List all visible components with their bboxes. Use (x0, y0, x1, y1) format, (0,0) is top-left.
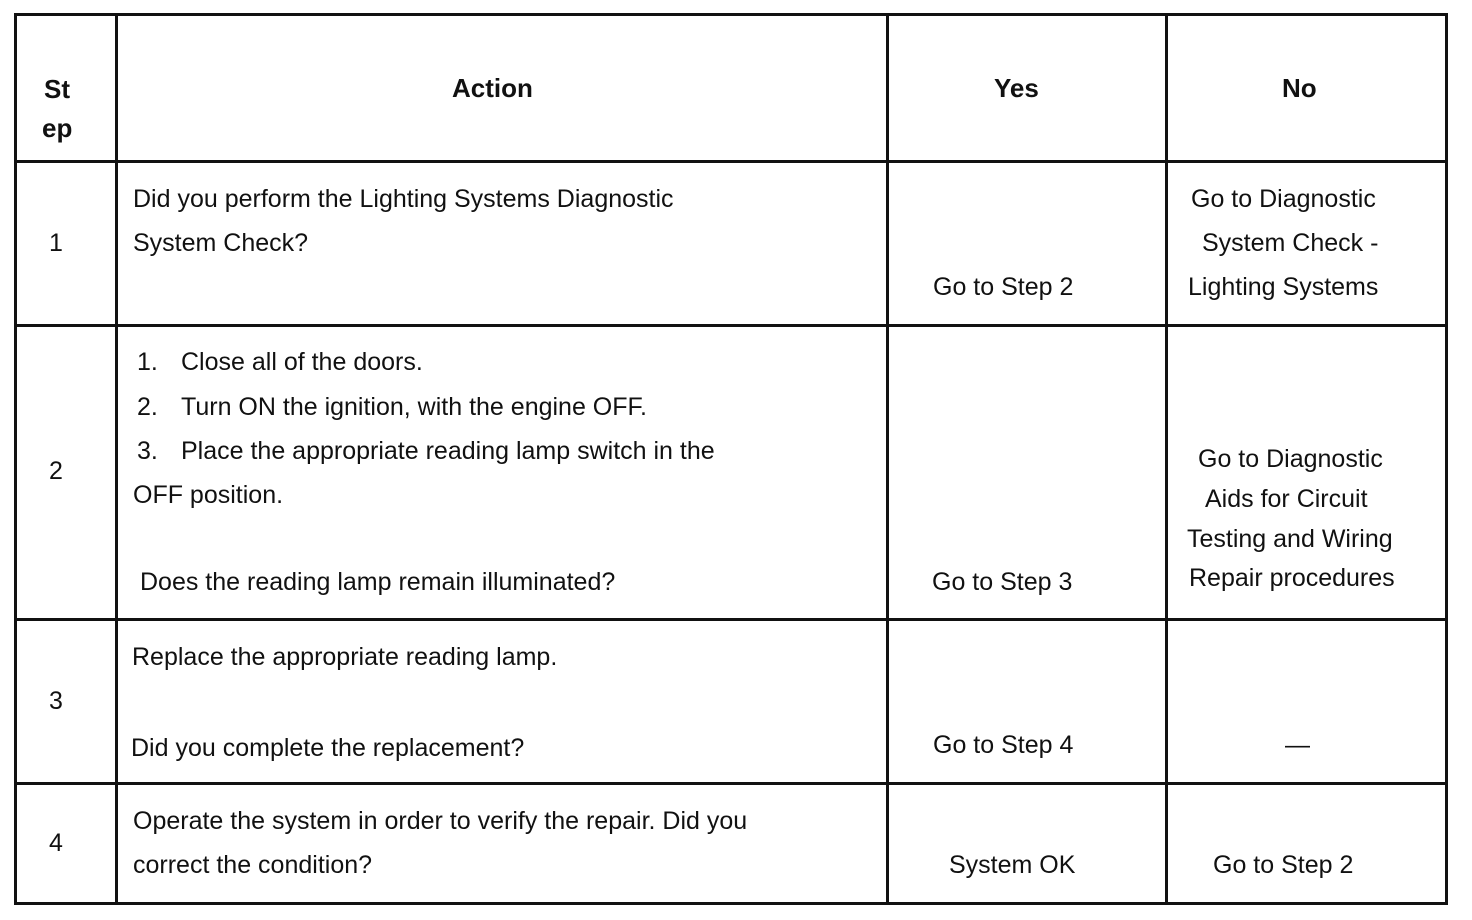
action-text: OFF position. (133, 481, 284, 509)
step-number: 1 (49, 229, 63, 257)
no-result: Go to Step 2 (1213, 851, 1354, 879)
action-text: Did you perform the Lighting Systems Diagnostic (133, 185, 674, 213)
action-text: Operate the system in order to verify the repair. Did you (133, 807, 748, 835)
list-item: Close all of the doors. (181, 348, 423, 376)
yes-result: System OK (949, 851, 1076, 879)
row-divider (17, 618, 1445, 621)
no-result: Go to Diagnostic (1198, 445, 1383, 473)
yes-result: Go to Step 4 (933, 731, 1074, 759)
list-number: 1. (137, 348, 158, 376)
row-divider (17, 160, 1445, 163)
list-item: Turn ON the ignition, with the engine OFF. (181, 393, 647, 421)
action-question: Does the reading lamp remain illuminated? (140, 568, 616, 596)
yes-result: Go to Step 2 (933, 273, 1074, 301)
no-result: Testing and Wiring (1187, 525, 1393, 553)
column-divider (886, 16, 889, 902)
row-divider (17, 324, 1445, 327)
action-question: Did you complete the replacement? (131, 734, 525, 762)
no-result: Aids for Circuit (1205, 485, 1368, 513)
step-number: 2 (49, 457, 63, 485)
list-item: Place the appropriate reading lamp switch in the (181, 437, 715, 465)
row-divider (17, 782, 1445, 785)
column-divider (1165, 16, 1168, 902)
list-number: 2. (137, 393, 158, 421)
action-text: Replace the appropriate reading lamp. (132, 643, 558, 671)
header-step-line2: ep (42, 113, 73, 143)
no-result: Repair procedures (1189, 564, 1395, 592)
no-result: — (1285, 731, 1310, 759)
header-step-line1: St (44, 74, 70, 104)
action-text: correct the condition? (133, 851, 373, 879)
no-result: Go to Diagnostic (1191, 185, 1376, 213)
header-action: Action (452, 73, 533, 103)
no-result: System Check - (1202, 229, 1379, 257)
no-result: Lighting Systems (1188, 273, 1379, 301)
step-number: 4 (49, 829, 63, 857)
header-yes: Yes (994, 73, 1039, 103)
action-text: System Check? (133, 229, 309, 257)
header-no: No (1282, 73, 1317, 103)
yes-result: Go to Step 3 (932, 568, 1073, 596)
list-number: 3. (137, 437, 158, 465)
column-divider (115, 16, 118, 902)
step-number: 3 (49, 687, 63, 715)
